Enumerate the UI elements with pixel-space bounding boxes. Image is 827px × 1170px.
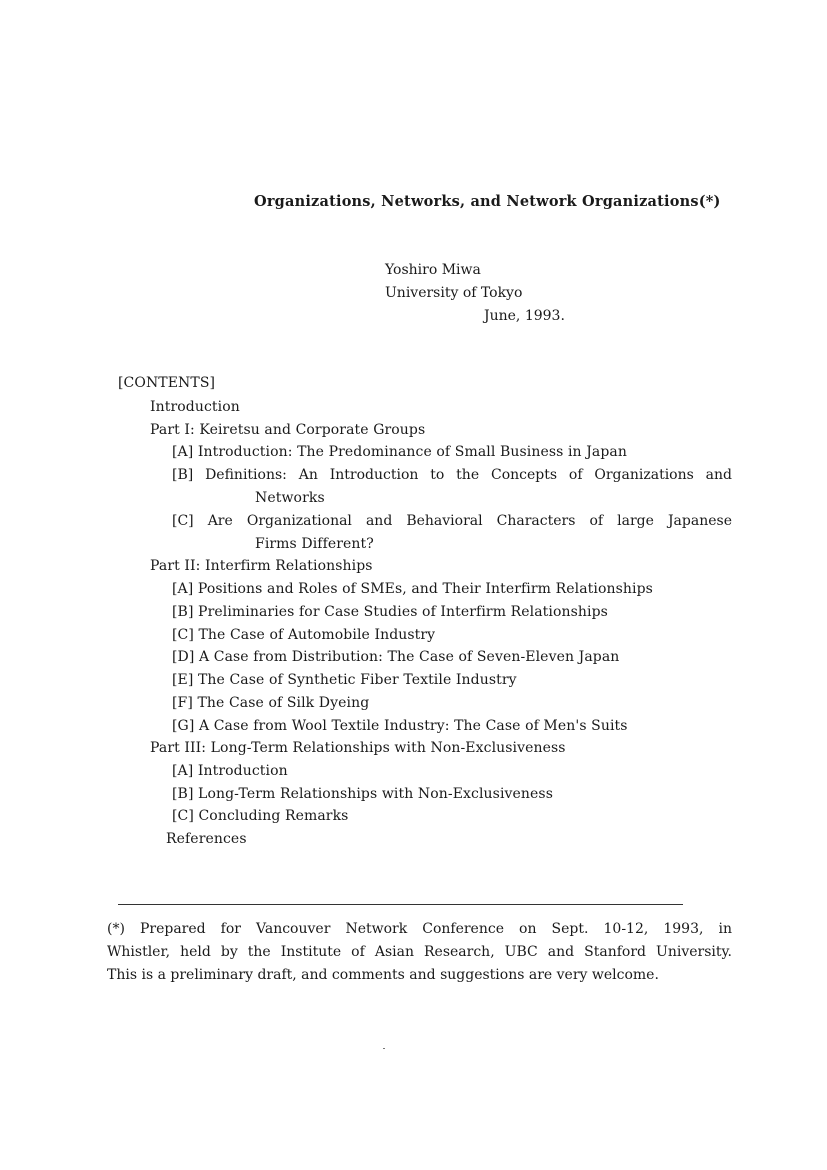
toc-part-1: Part I: Keiretsu and Corporate Groups xyxy=(150,422,426,438)
contents-heading: [CONTENTS] xyxy=(118,375,216,391)
toc-part-1-b: [B] Definitions: An Introduction to the Concepts of Organizations and xyxy=(172,467,732,483)
scan-speck xyxy=(383,1048,385,1049)
document-title: Organizations, Networks, and Network Organizations(*) xyxy=(254,193,721,210)
footnote-line-1: (*) Prepared for Vancouver Network Conference on Sept. 10-12, 1993, in xyxy=(107,921,732,937)
toc-part-2-c: [C] The Case of Automobile Industry xyxy=(172,627,436,643)
toc-part-2-b: [B] Preliminaries for Case Studies of Interfirm Relationships xyxy=(172,604,608,620)
toc-part-3: Part III: Long-Term Relationships with Non-Exclusiveness xyxy=(150,740,566,756)
toc-part-2-e: [E] The Case of Synthetic Fiber Textile Industry xyxy=(172,672,517,688)
toc-part-2-g: [G] A Case from Wool Textile Industry: The Case of Men's Suits xyxy=(172,718,628,734)
toc-part-2-a: [A] Positions and Roles of SMEs, and Their Interfirm Relationships xyxy=(172,581,653,597)
toc-part-2-f: [F] The Case of Silk Dyeing xyxy=(172,695,370,711)
footnote-line-2: Whistler, held by the Institute of Asian Research, UBC and Stanford University. xyxy=(107,944,732,960)
toc-part-1-b-cont: Networks xyxy=(255,490,325,506)
author-affiliation: University of Tokyo xyxy=(385,285,523,301)
toc-part-2: Part II: Interfirm Relationships xyxy=(150,558,373,574)
toc-part-3-b: [B] Long-Term Relationships with Non-Exclusiveness xyxy=(172,786,553,802)
toc-part-3-c: [C] Concluding Remarks xyxy=(172,808,349,824)
toc-part-1-c: [C] Are Organizational and Behavioral Characters of large Japanese xyxy=(172,513,732,529)
document-date: June, 1993. xyxy=(484,308,565,324)
footnote-line-3: This is a preliminary draft, and comments and suggestions are very welcome. xyxy=(107,967,659,983)
toc-introduction: Introduction xyxy=(150,399,240,415)
toc-part-1-c-cont: Firms Different? xyxy=(255,536,374,552)
toc-references: References xyxy=(166,831,247,847)
footnote-divider xyxy=(118,904,683,905)
toc-part-2-d: [D] A Case from Distribution: The Case of Seven-Eleven Japan xyxy=(172,649,620,665)
toc-part-3-a: [A] Introduction xyxy=(172,763,288,779)
toc-part-1-a: [A] Introduction: The Predominance of Small Business in Japan xyxy=(172,444,627,460)
author-name: Yoshiro Miwa xyxy=(385,262,481,278)
